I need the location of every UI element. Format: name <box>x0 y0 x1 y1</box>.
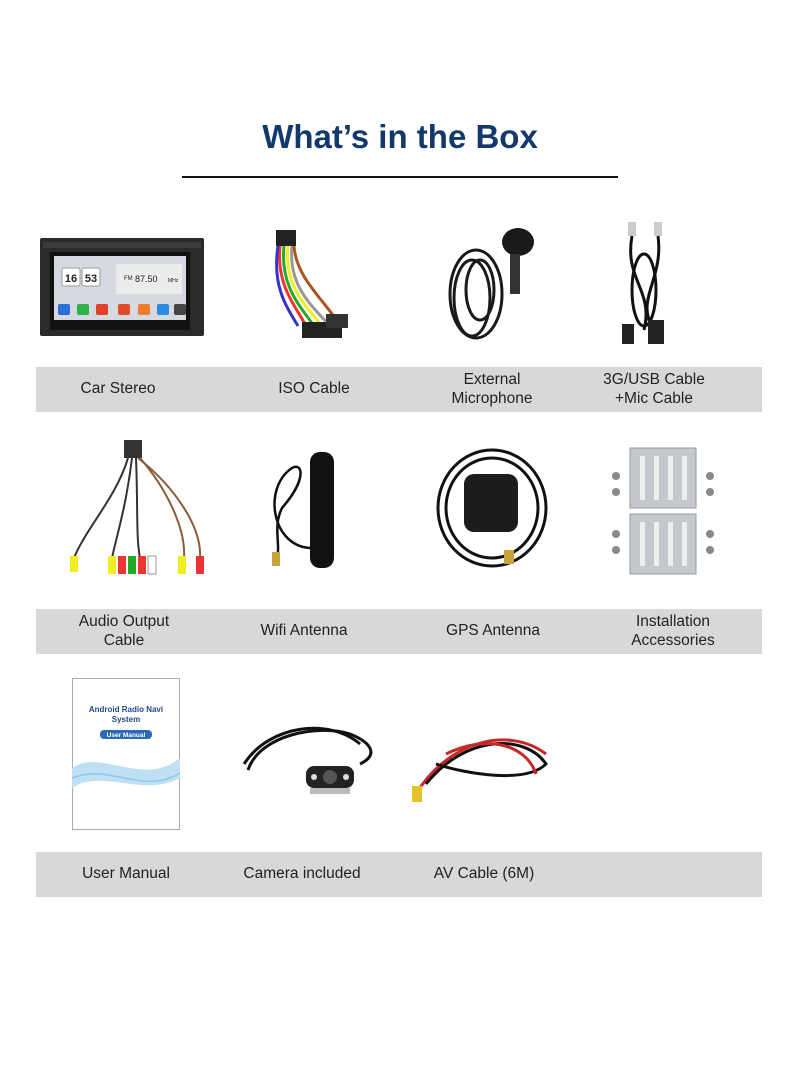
item-label-gps-antenna: GPS Antenna <box>446 622 540 640</box>
stereo-frequency: 87.50 <box>135 274 158 284</box>
item-label-iso-cable: ISO Cable <box>278 380 350 398</box>
camera-icon <box>240 714 380 798</box>
wifi-antenna-icon <box>262 448 342 578</box>
usb-cable-icon <box>614 220 684 350</box>
item-label-external-microphone: External Microphone <box>451 370 533 407</box>
stereo-minutes: 53 <box>84 273 98 285</box>
iso-cable-icon <box>266 226 356 348</box>
av-cable-icon <box>406 724 556 808</box>
row-2-label-bar <box>36 609 762 654</box>
manual-title-line-2: System <box>111 715 141 724</box>
row-3-label-bar <box>36 852 762 897</box>
page-title: What’s in the Box <box>262 118 538 155</box>
item-label-audio-output-cable: Audio Output Cable <box>78 612 170 649</box>
manual-title-line-1: Android Radio Navi <box>88 705 164 714</box>
item-label-camera-included: Camera included <box>243 865 361 883</box>
gps-antenna-icon <box>434 446 550 572</box>
brackets-icon <box>606 446 722 576</box>
stereo-unit: MHz <box>168 278 179 284</box>
item-label-wifi-antenna: Wifi Antenna <box>260 622 348 640</box>
stereo-fm-label: FM <box>124 276 133 282</box>
item-label-user-manual: User Manual <box>82 865 170 883</box>
manual-badge: User Manual <box>106 732 146 739</box>
title-underline <box>182 176 618 178</box>
item-label-usb-cable: 3G/USB Cable +Mic Cable <box>603 370 705 407</box>
row-1-label-bar <box>36 367 762 412</box>
stereo-hours: 16 <box>64 273 78 285</box>
car-stereo-icon <box>40 238 204 336</box>
manual-icon <box>72 678 180 830</box>
item-label-av-cable: AV Cable (6M) <box>433 865 535 883</box>
microphone-icon <box>440 224 540 354</box>
item-label-installation-accessories: Installation Accessories <box>631 612 715 649</box>
audio-cable-icon <box>66 438 216 583</box>
item-label-car-stereo: Car Stereo <box>80 380 156 398</box>
